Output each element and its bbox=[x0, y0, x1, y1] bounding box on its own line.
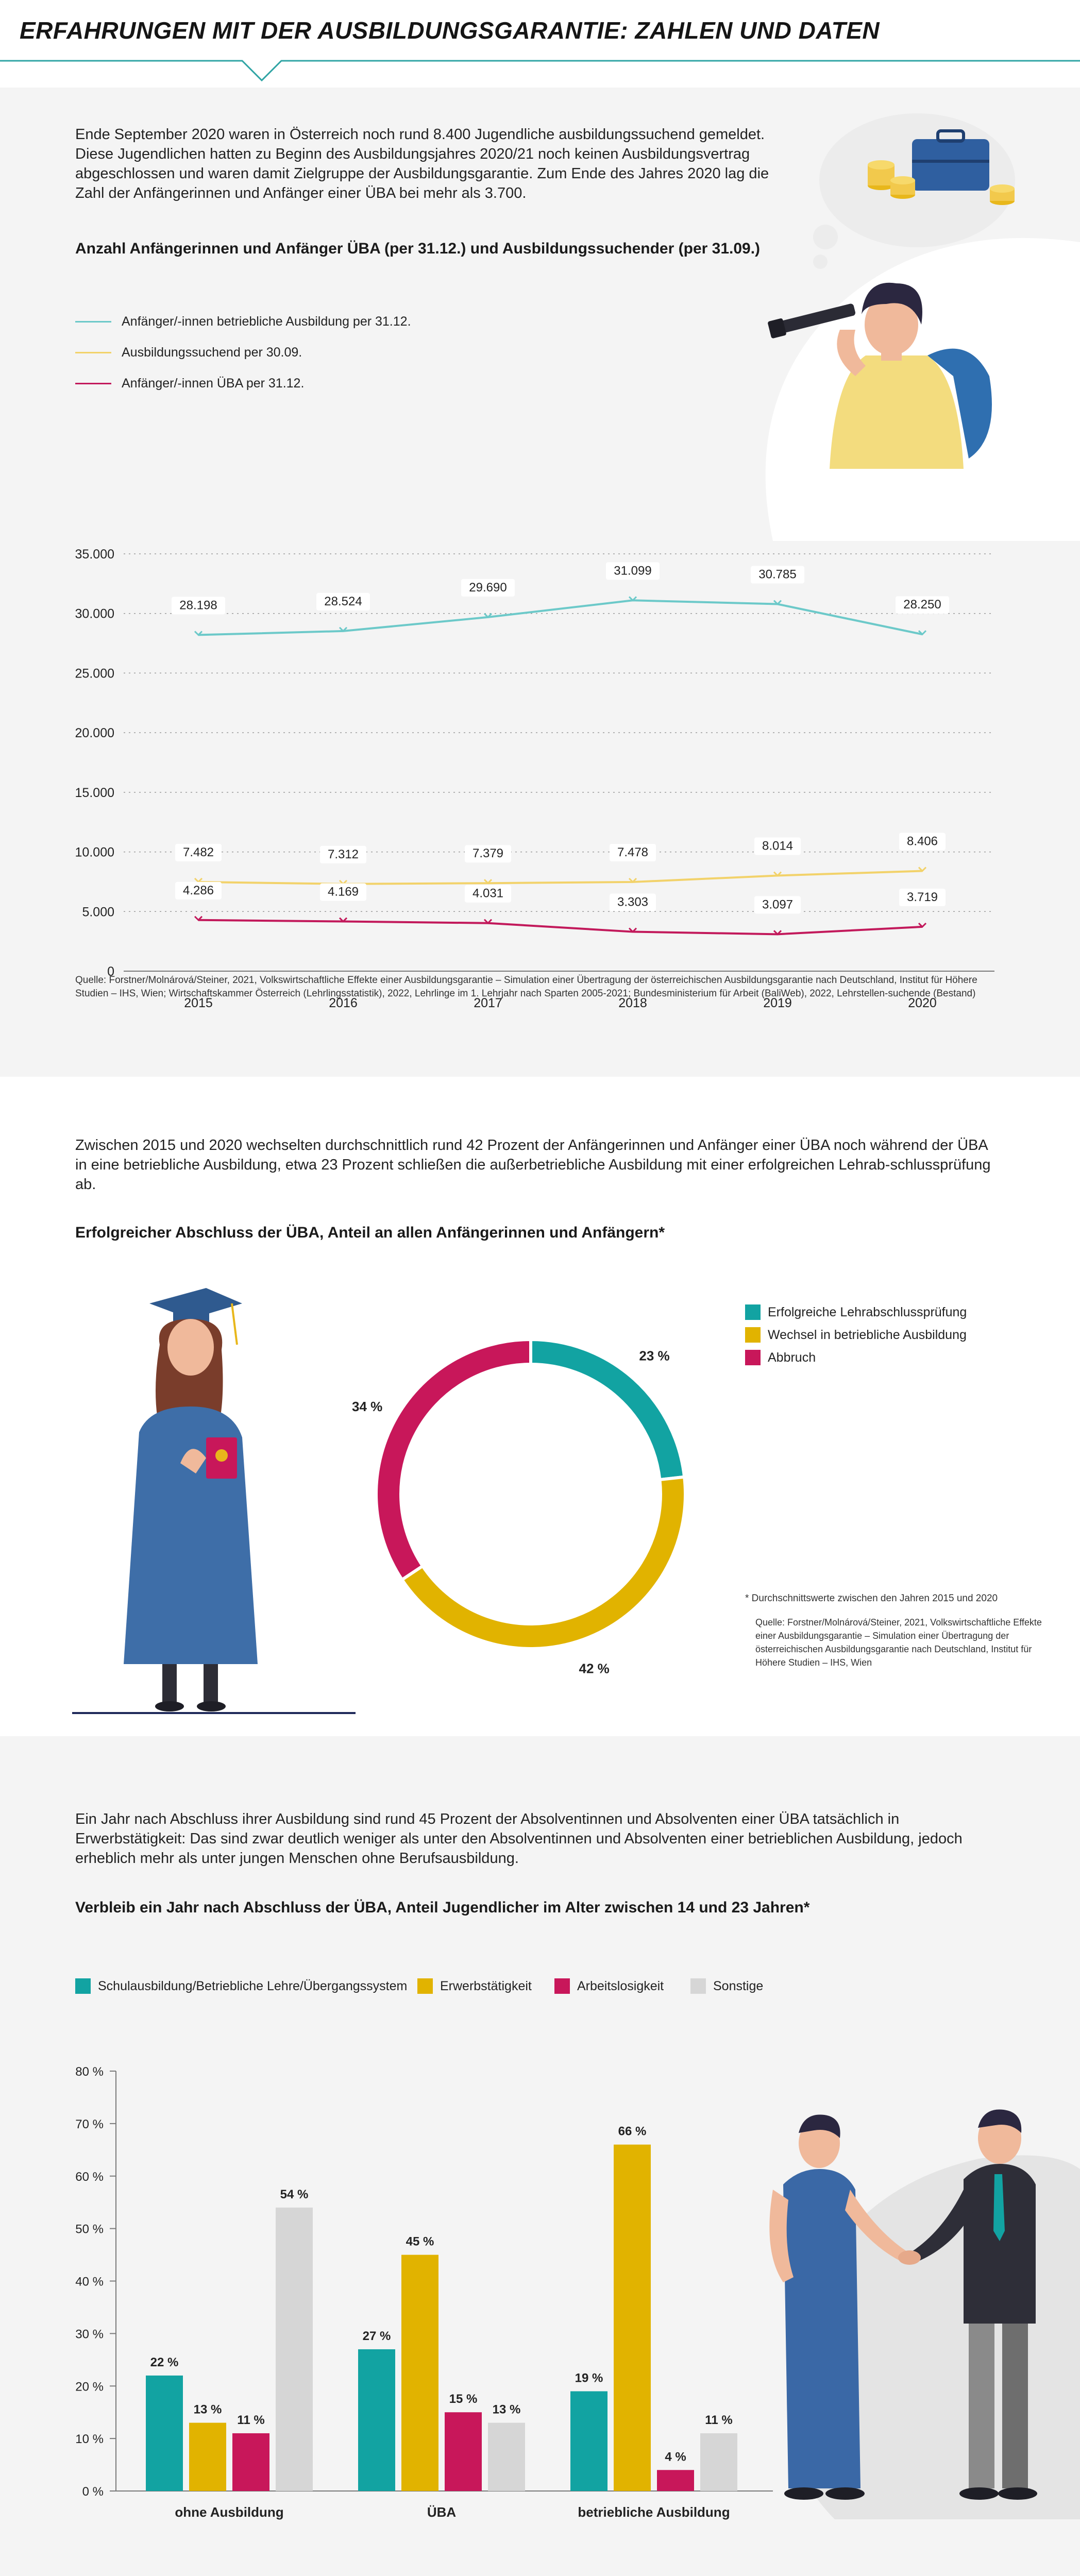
chart-title-1: Anzahl Anfängerinnen und Anfänger ÜBA (per 31.12.) und Ausbildungssuchender (per 31.09.) bbox=[75, 240, 761, 257]
bar bbox=[232, 2433, 269, 2491]
section-bar-chart bbox=[0, 1736, 1080, 2576]
legend-item-lehrabschluss bbox=[745, 1304, 967, 1320]
bar bbox=[276, 2208, 313, 2491]
bar-value-label: 15 % bbox=[449, 2392, 478, 2406]
bar-value-label: 11 % bbox=[705, 2413, 733, 2427]
data-label: 7.478 bbox=[617, 845, 649, 859]
data-label: 30.785 bbox=[758, 567, 797, 582]
legend-item-betriebliche bbox=[75, 314, 411, 329]
page-title: ERFAHRUNGEN MIT DER AUSBILDUNGSGARANTIE: ZAHLEN UND DATEN bbox=[20, 17, 880, 44]
legend-label: Sonstige bbox=[713, 1978, 764, 1993]
y-tick-label: 70 % bbox=[75, 2117, 104, 2131]
bar-value-label: 11 % bbox=[237, 2413, 265, 2427]
legend-swatch-crimson bbox=[554, 1978, 570, 1994]
x-tick-label: 2019 bbox=[763, 996, 792, 1010]
legend-label: Ausbildungssuchend per 30.09. bbox=[122, 345, 302, 360]
source-note-1: Quelle: Forstner/Molnárová/Steiner, 2021, Volkswirtschaftliche Effekte einer Ausbildungsgarantie – Simulation einer Übertragung der österreichischen Ausbildungsgarantie nach Deutschland, Institut für Höhere Studien – IHS, Wien; Wirtschaftskammer Österreich (Lehrlingsstatistik), 2022, Lehrlinge im 1. Lehrjahr nach Sparten 2005-2021; Bundesministerium für Arbeit (BaliWeb), 2022, Lehrstellen-suchende (Bestand) bbox=[75, 975, 977, 999]
chart-title-2: Erfolgreicher Abschluss der ÜBA, Anteil an allen Anfängerinnen und Anfängern* bbox=[75, 1224, 665, 1241]
y-tick-label: 40 % bbox=[75, 2275, 104, 2289]
graduate-illustration bbox=[72, 1283, 361, 1716]
legend-item-schulausbildung bbox=[75, 1978, 407, 1994]
section-donut-chart bbox=[0, 1077, 1080, 1736]
slice-label: 42 % bbox=[579, 1660, 610, 1676]
legend-line-teal bbox=[75, 321, 111, 323]
bar bbox=[445, 2412, 482, 2491]
bar-value-label: 22 % bbox=[150, 2355, 179, 2369]
y-tick-label: 35.000 bbox=[75, 547, 114, 562]
legend-item-arbeitslosigkeit bbox=[554, 1978, 664, 1994]
data-label: 28.198 bbox=[179, 598, 217, 613]
bar bbox=[657, 2470, 694, 2491]
y-tick-label: 60 % bbox=[75, 2170, 104, 2184]
y-tick-label: 0 bbox=[107, 964, 114, 979]
data-label: 28.524 bbox=[324, 594, 362, 608]
y-tick-label: 0 % bbox=[82, 2485, 104, 2499]
footnote-2: * Durchschnittswerte zwischen den Jahren 2015 und 2020 bbox=[745, 1593, 998, 1604]
bar bbox=[614, 2145, 651, 2491]
bar-value-label: 19 % bbox=[575, 2371, 603, 2385]
y-tick-label: 20 % bbox=[75, 2380, 104, 2394]
legend-label: Wechsel in betriebliche Ausbildung bbox=[768, 1327, 967, 1342]
header-divider bbox=[0, 60, 1080, 91]
legend-label: Erwerbstätigkeit bbox=[440, 1978, 532, 1993]
source-note-2: Quelle: Forstner/Molnárová/Steiner, 2021, Volkswirtschaftliche Effekte einer Ausbildungsgarantie – Simulation einer Übertragung der österreichischen Ausbildungsgarantie nach Deutschland, Institut für Höhere Studien – IHS, Wien bbox=[755, 1617, 1042, 1668]
y-tick-label: 20.000 bbox=[75, 726, 114, 741]
legend-swatch-yellow bbox=[745, 1327, 761, 1343]
legend-swatch-teal bbox=[745, 1304, 761, 1320]
category-label: betriebliche Ausbildung bbox=[578, 2504, 730, 2520]
donut-chart bbox=[335, 1283, 747, 1705]
data-label: 7.312 bbox=[327, 847, 359, 861]
legend-item-abbruch bbox=[745, 1350, 816, 1365]
y-tick-label: 30.000 bbox=[75, 606, 114, 621]
legend-swatch-crimson bbox=[745, 1350, 761, 1365]
legend-label: Erfolgreiche Lehrabschlussprüfung bbox=[768, 1304, 967, 1319]
x-tick-label: 2015 bbox=[184, 996, 213, 1010]
data-label: 8.406 bbox=[906, 834, 938, 849]
y-tick-label: 5.000 bbox=[82, 905, 114, 920]
y-tick-label: 25.000 bbox=[75, 666, 114, 681]
category-label: ÜBA bbox=[427, 2504, 457, 2520]
bar bbox=[570, 2391, 608, 2491]
y-tick-label: 50 % bbox=[75, 2222, 104, 2236]
data-label: 4.031 bbox=[472, 886, 504, 901]
legend-line-crimson bbox=[75, 383, 111, 384]
data-label: 29.690 bbox=[469, 580, 507, 595]
bar bbox=[189, 2423, 226, 2491]
legend-line-yellow bbox=[75, 352, 111, 353]
y-tick-label: 10.000 bbox=[75, 845, 114, 860]
line-chart bbox=[0, 448, 1080, 1015]
x-tick-label: 2020 bbox=[908, 996, 937, 1010]
legend-label: Anfänger/-innen ÜBA per 31.12. bbox=[122, 376, 305, 391]
bar-value-label: 4 % bbox=[665, 2450, 686, 2464]
data-label: 8.014 bbox=[762, 839, 794, 853]
bar bbox=[401, 2255, 438, 2491]
legend-label: Anfänger/-innen betriebliche Ausbildung per 31.12. bbox=[122, 314, 411, 329]
bar bbox=[488, 2423, 525, 2491]
slice-label: 23 % bbox=[639, 1348, 670, 1364]
chart-title-3: Verbleib ein Jahr nach Abschluss der ÜBA, Anteil Jugendlicher im Alter zwischen 14 und 23 Jahren* bbox=[75, 1899, 810, 1916]
bar-value-label: 54 % bbox=[280, 2187, 309, 2201]
bar bbox=[358, 2349, 395, 2491]
y-tick-label: 80 % bbox=[75, 2065, 104, 2079]
y-tick-label: 30 % bbox=[75, 2327, 104, 2342]
category-label: ohne Ausbildung bbox=[175, 2504, 284, 2520]
bar bbox=[146, 2376, 183, 2491]
legend-label: Abbruch bbox=[768, 1350, 816, 1365]
data-label: 3.719 bbox=[906, 890, 938, 904]
bar-chart bbox=[0, 2056, 804, 2530]
y-tick-label: 15.000 bbox=[75, 785, 114, 800]
bar bbox=[700, 2433, 737, 2491]
series-line bbox=[198, 600, 922, 635]
bar-value-label: 66 % bbox=[618, 2124, 647, 2139]
x-tick-label: 2017 bbox=[474, 996, 502, 1010]
y-tick-label: 10 % bbox=[75, 2432, 104, 2447]
data-label: 28.250 bbox=[903, 598, 941, 612]
bar-value-label: 13 % bbox=[193, 2402, 222, 2417]
data-label: 31.099 bbox=[614, 564, 652, 578]
series-line bbox=[198, 920, 922, 935]
donut-slice bbox=[402, 1477, 685, 1649]
legend-swatch-teal bbox=[75, 1978, 91, 1994]
data-label: 4.286 bbox=[182, 883, 214, 897]
legend-label: Schulausbildung/Betriebliche Lehre/Übergangssystem bbox=[98, 1978, 408, 1993]
legend-item-wechsel bbox=[745, 1327, 967, 1343]
data-label: 3.097 bbox=[762, 897, 794, 912]
legend-item-uba bbox=[75, 376, 304, 391]
x-tick-label: 2016 bbox=[329, 996, 358, 1010]
data-label: 7.482 bbox=[182, 845, 214, 859]
section-line-chart bbox=[0, 88, 1080, 1077]
bar-value-label: 13 % bbox=[492, 2402, 521, 2417]
legend-item-ausbildungssuchend bbox=[75, 345, 302, 360]
series-line bbox=[198, 871, 922, 884]
bar-value-label: 45 % bbox=[406, 2234, 434, 2249]
intro-text-3: Ein Jahr nach Abschluss ihrer Ausbildung sind rund 45 Prozent der Absolventinnen und Absolventen einer ÜBA tatsächlich in Erwerbstätigkeit: Das sind zwar deutlich weniger als unter den Absolventinnen und Absolventen einer betrieblichen Ausbildung, jedoch erheblich mehr als unter jungen Menschen ohne Berufsausbildung. bbox=[75, 1811, 963, 1867]
data-label: 4.169 bbox=[327, 885, 359, 899]
intro-text-1: Ende September 2020 waren in Österreich noch rund 8.400 Jugendliche ausbildungssuchend gemeldet. Diese Jugendlichen hatten zu Beginn des Ausbildungsjahres 2020/21 noch keinen Ausbildungsvertrag abgeschlossen und waren damit Zielgruppe der Ausbildungsgarantie. Zum Ende des Jahres 2020 lag die Zahl der Anfängerinnen und Anfänger einer ÜBA bei mehr als 3.700. bbox=[75, 126, 769, 201]
legend-label: Arbeitslosigkeit bbox=[577, 1978, 664, 1993]
legend-item-erwerbstaetigkeit bbox=[417, 1978, 532, 1994]
legend-item-sonstige bbox=[690, 1978, 763, 1994]
legend-swatch-grey bbox=[690, 1978, 706, 1994]
data-label: 3.303 bbox=[617, 895, 649, 909]
donut-slice bbox=[376, 1340, 531, 1580]
header bbox=[0, 0, 1080, 62]
data-label: 7.379 bbox=[472, 846, 504, 861]
bar-value-label: 27 % bbox=[362, 2329, 391, 2343]
x-tick-label: 2018 bbox=[618, 996, 647, 1010]
legend-swatch-yellow bbox=[417, 1978, 433, 1994]
intro-text-2: Zwischen 2015 und 2020 wechselten durchschnittlich rund 42 Prozent der Anfängerinnen und Anfänger einer ÜBA noch während der ÜBA in eine betriebliche Ausbildung, etwa 23 Prozent schließen die außerbetriebliche Ausbildung mit einer erfolgreichen Lehrab-schlussprüfung ab. bbox=[75, 1137, 991, 1193]
slice-label: 34 % bbox=[352, 1398, 383, 1414]
